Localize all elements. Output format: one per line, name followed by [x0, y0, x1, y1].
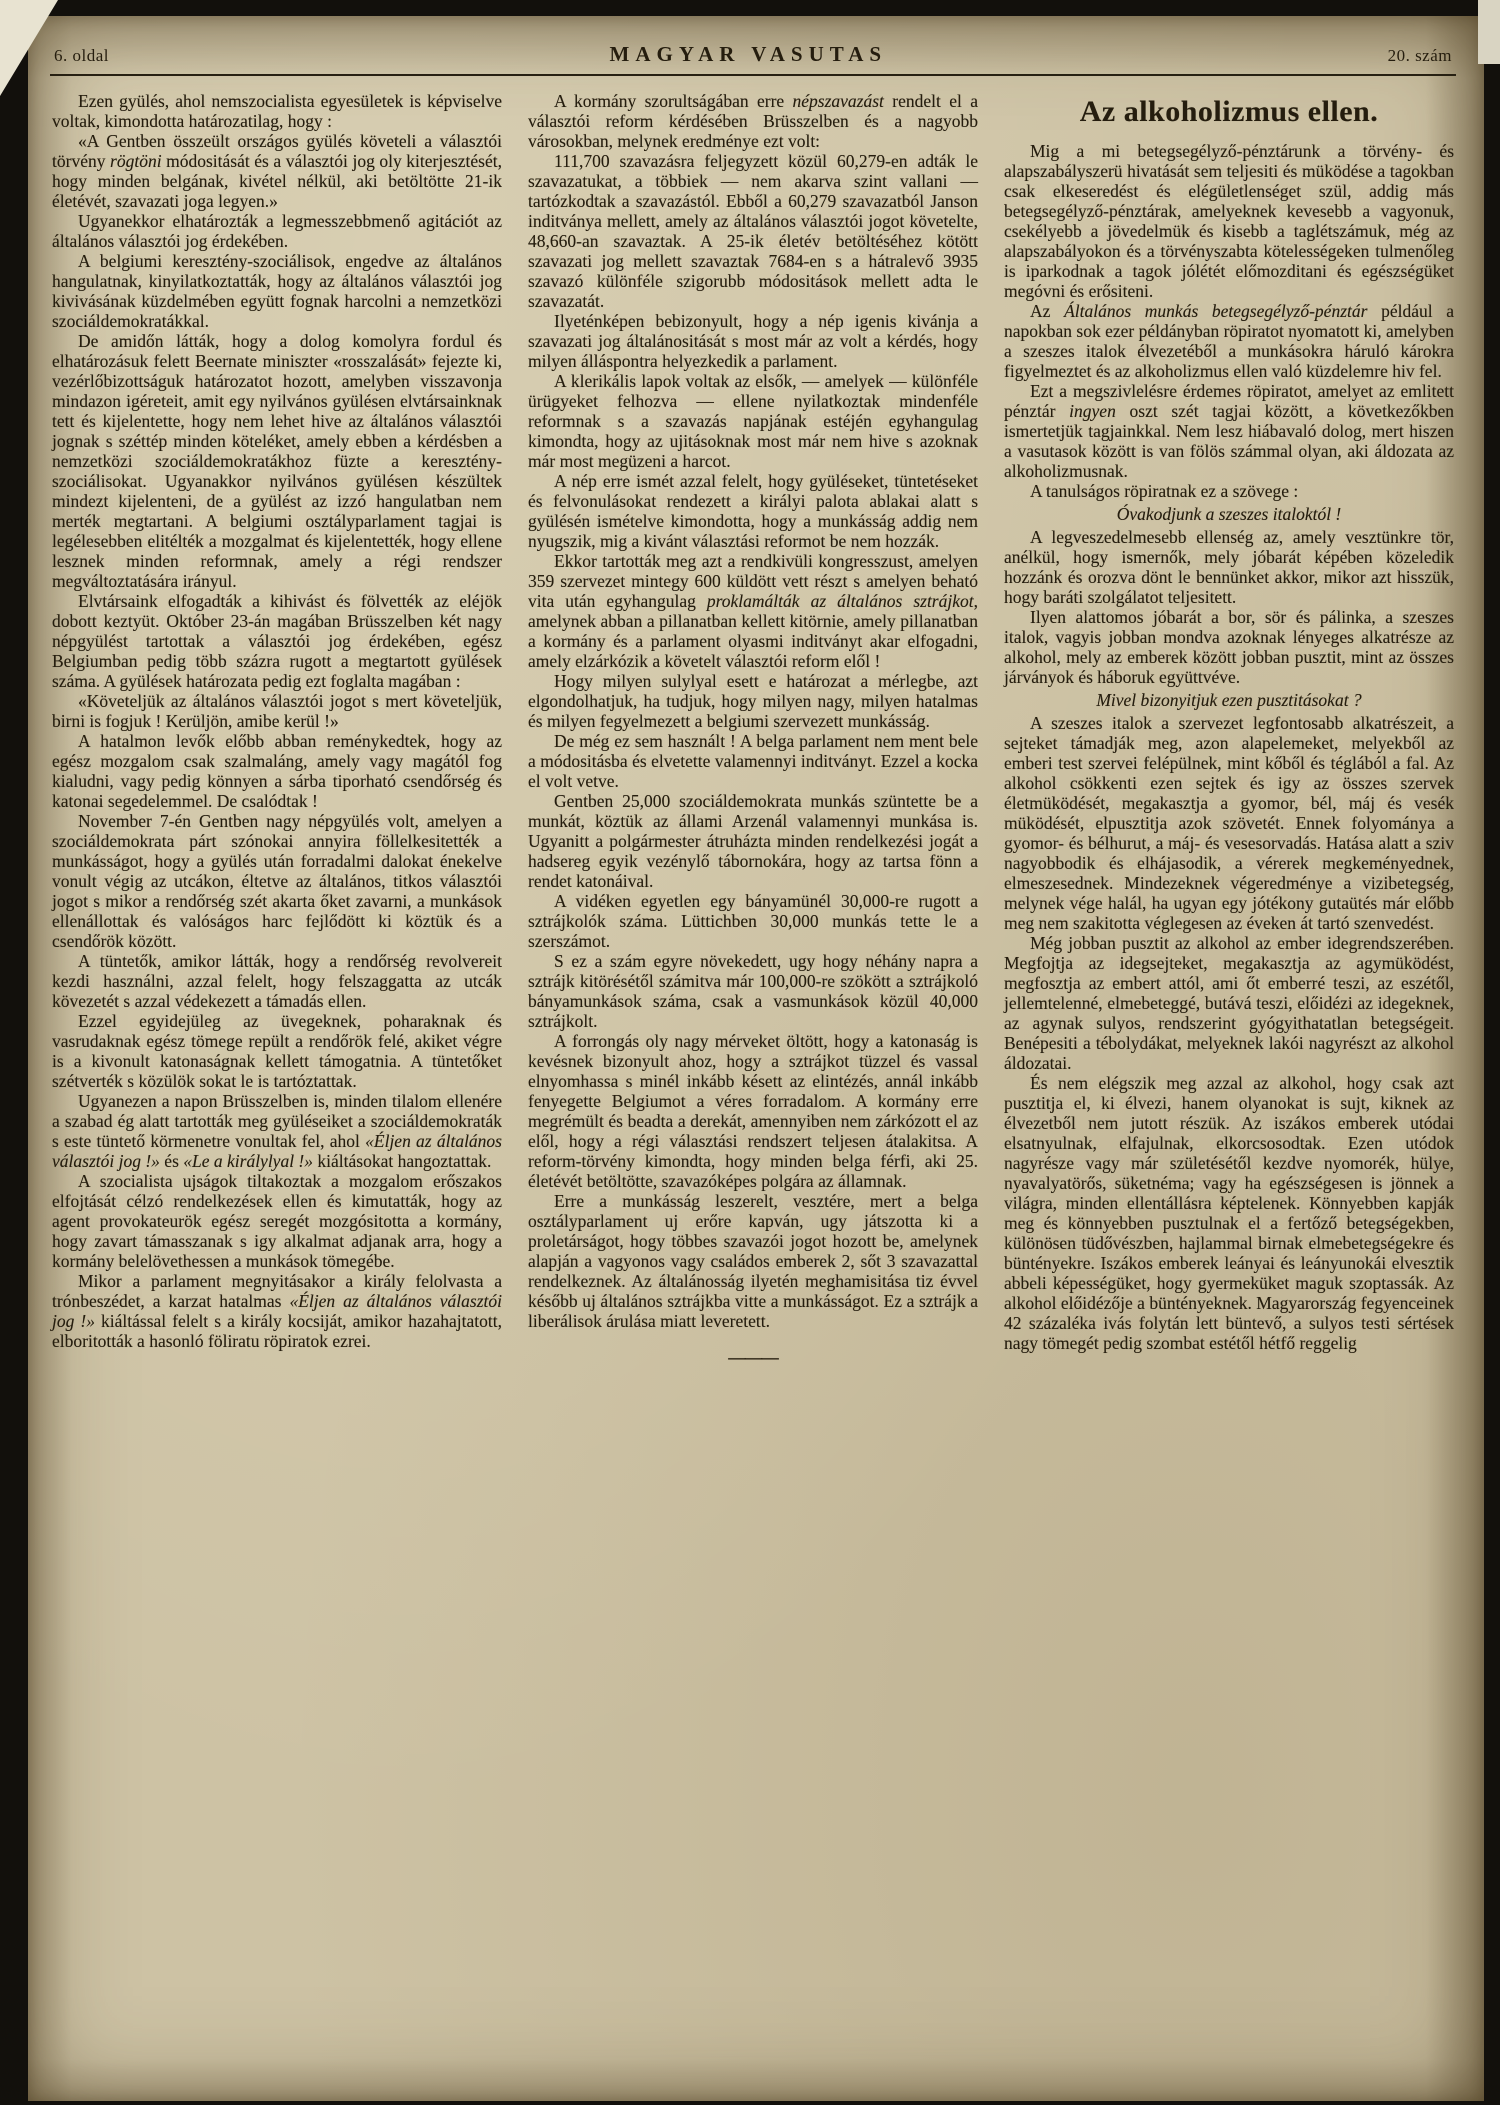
page-header: [48, 42, 1458, 74]
paragraph: Ezt a megszivlelésre érdemes röpiratot, amelyet az emlitett pénztár ingyen oszt szét tagjai között, a következőkben ismertetjük tagjainkkal. Nem lesz hiábavaló dolog, mert hiszen a vasutasok között is van fölös számmal olyan, aki áldozata az alkoholizmusnak.: [1004, 381, 1454, 481]
paragraph: A nép erre ismét azzal felelt, hogy gyüléseket, tüntetéseket és felvonulásokat rendezett a királyi palota ablakai alatt s gyülésén ismételve kimondotta, hogy a munkásság addig nem nyugszik, mig a kivánt választási reformot be nem hozzák.: [528, 471, 978, 551]
paragraph: Óvakodjunk a szeszes italoktól !: [1116, 504, 1342, 524]
paragraph: Ugyanekkor elhatározták a legmesszebbmenő agitációt az általános választói jog érdekében.: [52, 211, 502, 251]
paragraph: «Követeljük az általános választói jogot s mert követeljük, birni is fogjuk ! Kerüljön, amibe kerül !»: [52, 691, 502, 731]
column-3: [1004, 91, 1454, 1367]
paragraph: Mivel bizonyitjuk ezen pusztitásokat ?: [1096, 690, 1362, 710]
column-2: [528, 91, 978, 1367]
column-3-body: [1004, 141, 1454, 1353]
paragraph: Erre a munkásság leszerelt, vesztére, mert a belga osztályparlament uj erőre kapván, ugy játszotta ki a proletárságot, hogy többes szavazói jogot hozott be, amelynek alapján a vagyonos vagy családos emberek 2, sőt 3 szavazattal rendelkeznek. Az általánosság ilyetén meghamisitása tiz évvel később uj általános sztrájkba vitte a munkásságot. Ez a sztrájk a liberálisok árulása miatt leveretett.: [528, 1191, 978, 1331]
paragraph: És nem elégszik meg azzal az alkohol, hogy csak azt pusztitja el, ki élvezi, hanem olyanokat is sujt, kiknek az élvezetből nem jutott részük. Az iszákos emberek utódai elsatnyulnak, elfajulnak, elkorcsosodtak. Ezen utódok nagyrésze vagy már születésétől kezdve nyomorék, hülye, nyavalyatörős, süketnéma; vagy ha egészségesen is jönnek a világra, minden ellentállásra képtelenek. Könnyebben kapják meg és könnyebben pusztulnak el a fertőző betegségekben, különösen tüdővészben, hajlammal birnak elmebetegségekre és büntényekre. Iszákos emberek leányai és leányunokái elvesztik abbeli képességüket, hogy gyermeküket maguk szoptassák. Az alkohol előidézője a büntényeknek. Magyarország fegyenceinek 42 százaléka ivás folytán lett büntevő, a sulyos testi sértések nagy tömegét pedig szombat estétől hétfő reggelig: [1004, 1073, 1454, 1353]
paragraph: Ugyanezen a napon Brüsszelben is, minden tilalom ellenére a szabad ég alatt tartották meg gyüléseiket a szociáldemokraták s este tüntető körmenetre vonultak fel, ahol «Éljen az általános választói jog !» és «Le a királylyal !» kiáltásokat hangoztattak.: [52, 1091, 502, 1171]
page-number: 6. oldal: [54, 46, 109, 65]
paragraph: Gentben 25,000 szociáldemokrata munkás szüntette be a munkát, köztük az állami Arzenál valamennyi munkása is. Ugyanitt a polgármester átruházta minden rendelkezési jogát a hadsereg egyik vezénylő tábornokára, hogy az tartsa fönn a rendet katonáival.: [528, 791, 978, 891]
paragraph: A belgiumi keresztény-szociálisok, engedve az általános hangulatnak, kinyilatkoztatták, hogy az általános választói jog kivivásának küzdelmében együtt fognak harcolni a nemzetközi szociáldemokratákkal.: [52, 251, 502, 331]
paragraph: De amidőn látták, hogy a dolog komolyra fordul és elhatározásuk felett Beernate miniszter «rosszalását» fejezte ki, vezérlőbizottságuk határozatot hozott, amelyben visszavonja mindazon igéreteit, amit egy nyilvános gyülésen elvtársainknak tett és kijelentette, hogy nem lehet hive az általános választói jognak s széttép minden köteléket, amely ebben a kérdésben a nemzetközi szociáldemokratákhoz füzte a keresztény-szociálisokat. Ugyanakkor nyilvános gyülésen készültek mindezt kijelenteni, de a gyülést az izzó hangulatban nem merték megtartani. A belgiumi osztályparlament tagjai is legélesebben elitélték a mozgalmat és kijelentették, hogy ellene lesznek minden reformnak, amely a régi rendszer megváltoztatására irányul.: [52, 331, 502, 591]
paragraph: Ekkor tartották meg azt a rendkivüli kongresszust, amelyen 359 szervezet mintegy 600 küldött vett részt s amelyen beható vita után egyhangulag proklamálták az általános sztrájkot, amelynek abban a pillanatban kellett kitörnie, amely pillanatban a kormány és a parlament olyasmi inditványt akar elfogadni, amely elzárkózik a követelt választói reform elől !: [528, 551, 978, 671]
paragraph: A klerikális lapok voltak az elsők, — amelyek — különféle ürügyeket felhozva — ellene nyilatkoztak mindenféle reformnak s a szavazás napjának estéjén egyhangulag kimondta, hogy az ujitásoknak most már nem hive s azoknak már most megüzeni a harcot.: [528, 371, 978, 471]
paragraph: Mikor a parlament megnyitásakor a király felolvasta a trónbeszédet, a karzat hatalmas «Éljen az általános választói jog !» kiáltással felelt s a király kocsiját, amikor hazahajtatott, elboritották a hasonló föliratu röpiratok ezrei.: [52, 1271, 502, 1351]
paragraph: S ez a szám egyre növekedett, ugy hogy néhány napra a sztrájk kitörésétől számitva már 100,000-re szökött a sztrájkoló bányamunkások száma, csak a vasmunkások közül 40,000 sztrájkolt.: [528, 951, 978, 1031]
section-separator: ———: [728, 1347, 778, 1367]
issue-number: 20. szám: [1387, 46, 1452, 65]
paragraph: A tanulságos röpiratnak ez a szövege :: [1030, 481, 1299, 501]
paragraph: 111,700 szavazásra feljegyzett közül 60,279-en adták le szavazatukat, a többiek — nem akarva szint vallani — tartózkodtak a szavazástól. Ebből a 60,279 szavazatból Janson inditványa mellett, amely az általános választói jogot követelte, 48,660-an szavaztak. A 25-ik életév betöltéséhez kötött szavazati jog mellett szavaztak 7684-en s a hátralevő 3935 szavazó különféle szigorubb módositások mellett adta le szavazatát.: [528, 151, 978, 311]
paragraph: Mig a mi betegsegélyző-pénztárunk a törvény- és alapszabályszerü hivatását sem teljesiti és müködése a tagokban csak elkeseredést és elégületlenséget szül, addig más betegsegélyző-pénztárak, amelyeknek kevesebb a vagyonuk, csekélyebb a jövedelmük és kisebb a taglétszámuk, még az alapszabályokon és a törvényszabta kötelességeken tulmenőleg is iparkodnak a tagok jólétét előmozditani és egészségüket megóvni és erősiteni.: [1004, 141, 1454, 301]
paragraph: Az Általános munkás betegsegélyző-pénztár például a napokban sok ezer példányban röpiratot nyomatott ki, amelyben a szeszes italok élvezetéből a munkásokra háruló károkra figyelmeztet és az alkoholizmus ellen való küzdelemre hiv fel.: [1004, 301, 1455, 381]
article-columns: [48, 76, 1458, 1367]
paragraph: A tüntetők, amikor látták, hogy a rendőrség revolvereit kezdi használni, azzal felelt, hogy felszaggatta az utcák kövezetét s azzal védekezett a támadás ellen.: [52, 951, 502, 1011]
article-headline: Az alkoholizmus ellen.: [1079, 95, 1379, 128]
paragraph: A kormány szorultságában erre népszavazást rendelt el a választói reform kérdésében Brüsszelben és a nagyobb városokban, melynek eredménye ezt volt:: [528, 91, 979, 151]
paragraph: A hatalmon levők előbb abban reménykedtek, hogy az egész mozgalom csak szalmaláng, amely vagy magától fog kialudni, vagy pedig könnyen a sárba tiporható csendőrség és katonai segedelemmel. De csalódtak !: [52, 731, 502, 811]
paragraph: A legveszedelmesebb ellenség az, amely vesztünkre tör, anélkül, hogy ismernők, mely jóbarát képében közeledik hozzánk és orozva dönt le bennünket akkor, mikor azt hisszük, hogy baráti szolgálatot teljesitett.: [1004, 527, 1454, 607]
paragraph: Ilyen alattomos jóbarát a bor, sör és pálinka, a szeszes italok, vagyis jobban mondva azoknak lényeges alkatrésze az alkohol, mely az emberek között jobban pusztit, mint az összes járványok és háboruk együttvéve.: [1004, 607, 1454, 687]
paragraph: A szocialista ujságok tiltakoztak a mozgalom erőszakos elfojtását célzó rendelkezések ellen és kimutatták, hogy az agent provokateurök egész seregét mozgósitotta a kormány, hogy zavart támasszanak s igy alkalmat adjanak arra, hogy a kormány belelövethessen a munkások tömegébe.: [52, 1171, 502, 1271]
newspaper-page: [28, 16, 1484, 2101]
paragraph: A szeszes italok a szervezet legfontosabb alkatrészeit, a sejteket támadják meg, azon alapelemeket, melyekből az emberi test szervei felépülnek, mint kőből és téglából a fal. Az alkohol csökkenti ezen sejtek és igy az összes szervek életmüködését, megakasztja a gyomor, bél, máj és vesék müködését, elpusztitja azok szövetét. Ennek folyománya a gyomor- és bélhurut, a máj- és vesesorvadás. Hatása alatt a sziv nagyobbodik és elhájasodik, a vérerek megkeményednek, elmeszesednek. Mindezeknek végeredménye a vizibetegség, melynek vége halál, ha ugyan egy jótékony gutaütés már előbb meg nem szakitotta véglegesen az éveken át tartó szenvedést.: [1004, 713, 1454, 933]
paragraph: Ezzel egyidejüleg az üvegeknek, poharaknak és vasrudaknak egész tömege repült a rendőrök felé, akiket végre is a kivonult katonaságnak kellett támogatnia. A tüntetőket szétverték s közülök sokat le is tartóztattak.: [52, 1011, 502, 1091]
paragraph: Hogy milyen sulylyal esett e határozat a mérlegbe, azt elgondolhatjuk, ha tudjuk, hogy milyen nagy, milyen hatalmas és milyen fegyelmezett a belgiumi szervezett munkásság.: [528, 671, 978, 731]
paragraph: Még jobban pusztit az alkohol az ember idegrendszerében. Megfojtja az idegsejteket, megakasztja az agymüködést, megfosztja az embert attól, ami őt emberré teszi, az eszétől, jellemtelenné, elmebeteggé, butává teszi, előidézi az idegeknek, az agynak sulyos, rendszerint gyógyithatatlan betegségeit. Benépesiti a tébolydákat, melyeknek lakói nagyrészt az alkohol áldozatai.: [1004, 933, 1454, 1073]
paragraph: Elvtársaink elfogadták a kihivást és fölvették az eléjök dobott keztyüt. Október 23-án magában Brüsszelben két nagy népgyülést tartottak a választói jog érdekében, egész Belgiumban pedig több százra rugott a megtartott gyülések száma. A gyülések határozata pedig ezt foglalta magában :: [52, 591, 502, 691]
paragraph: November 7-én Gentben nagy népgyülés volt, amelyen a szociáldemokrata párt szónokai annyira föllelkesitették a munkásságot, hogy a gyülés után forradalmi dalokat énekelve vonult végig az utcákon, éltetve az általános, titkos választói jogot s mikor a rendőrség szét akarta őket zavarni, a munkások ellenállottak és valóságos harc fejlődött ki köztük és a csendőrök között.: [52, 811, 502, 951]
paragraph: A vidéken egyetlen egy bányamünél 30,000-re rugott a sztrájkolók száma. Lüttichben 30,000 munkás tette le a szerszámot.: [528, 891, 978, 951]
newspaper-title: MAGYAR VASUTAS: [609, 42, 888, 66]
paragraph: A forrongás oly nagy mérveket öltött, hogy a katonaság is kevésnek bizonyult ahoz, hogy a sztrájkot tüzzel és vassal elnyomhassa s minél inkább késett az elintézés, annál inkább fenyegette Belgiumot a véres forradalom. A kormány erre megrémült és beadta a derekát, amennyiben nem zárkózott el az elől, hogy a régi választási rendszert teljesen átalakitsa. A reform-törvény kimondta, hogy minden belga férfi, aki 25. életévét betöltötte, szavazóképes polgára az államnak.: [528, 1031, 978, 1191]
paragraph: Ezen gyülés, ahol nemszocialista egyesületek is képviselve voltak, kimondotta határozatilag, hogy :: [52, 91, 502, 131]
column-1: [52, 91, 502, 1367]
paragraph: Ilyeténképen bebizonyult, hogy a nép igenis kivánja a szavazati jog általánositását s most már az volt a kérdés, hogy milyen álláspontra helyezkedik a parlament.: [528, 311, 978, 371]
scan-edge-artifact: [1478, 0, 1500, 64]
paragraph: «A Gentben összeült országos gyülés követeli a választói törvény rögtöni módositását és a választói jog oly kiterjesztését, hogy minden belgának, kivétel nélkül, aki betöltötte 21-ik életévét, szavazati joga legyen.»: [52, 131, 502, 211]
paragraph: De még ez sem használt ! A belga parlament nem ment bele a módositásba és elvetette valamennyi inditványt. Ezzel a kocka el volt vetve.: [528, 731, 978, 791]
